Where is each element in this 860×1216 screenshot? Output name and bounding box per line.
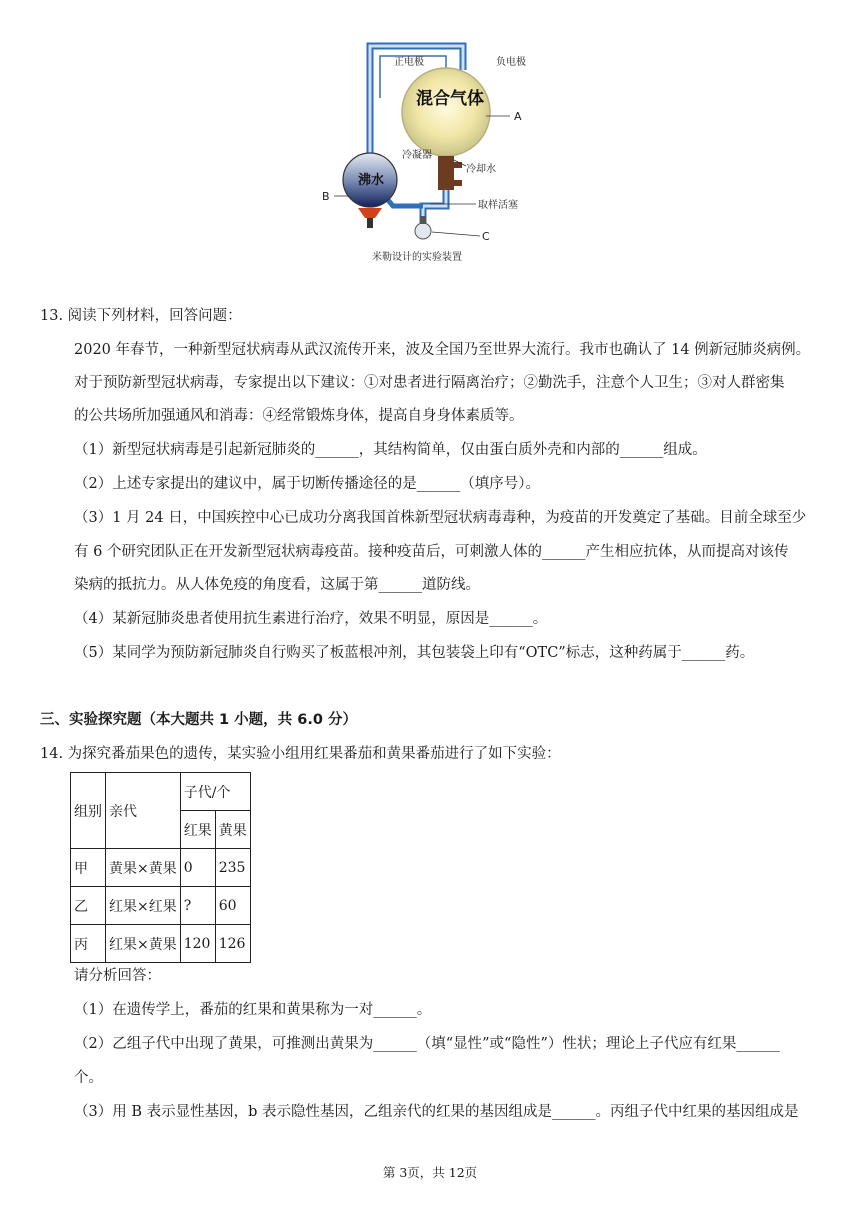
cell-red: ?	[180, 887, 215, 925]
label-a: A	[514, 110, 522, 123]
cell-red: 120	[180, 925, 215, 963]
label-cooling-water: 冷却水	[466, 164, 496, 175]
q13-stem: 13. 阅读下列材料，回答问题：	[40, 308, 242, 324]
table-row	[71, 887, 251, 925]
q14-sub-2-line-2: 个。	[74, 1070, 103, 1086]
q13-sub-5: （5）某同学为预防新冠肺炎自行购买了板蓝根冲剂，其包装袋上印有“OTC”标志，这种药属于______药。	[74, 645, 755, 661]
q13-paragraph-3: 的公共场所加强通风和消毒：④经常锻炼身体，提高自身身体素质等。	[74, 408, 524, 424]
label-negative-electrode: 负电极	[496, 57, 526, 68]
miller-apparatus-figure	[318, 38, 548, 268]
cell-group: 丙	[71, 925, 106, 963]
cell-red: 0	[180, 849, 215, 887]
table-header-parents: 亲代	[106, 773, 181, 849]
q13-sub-4: （4）某新冠肺炎患者使用抗生素进行治疗，效果不明显，原因是______。	[74, 611, 548, 627]
q13-sub-3-line-2: 有 6 个研究团队正在开发新型冠状病毒疫苗。接种疫苗后，可刺激人体的______产生相应抗体，从而提高对该传	[74, 544, 789, 560]
label-condenser: 冷凝器	[402, 150, 432, 161]
q13-sub-3-line-3: 染病的抵抗力。从人体免疫的角度看，这属于第______道防线。	[74, 577, 480, 593]
cell-parents: 红果×黄果	[106, 925, 181, 963]
q13-sub-1: （1）新型冠状病毒是引起新冠肺炎的______，其结构简单，仅由蛋白质外壳和内部的______组成。	[74, 442, 707, 458]
q14-stem: 14. 为探究番茄果色的遗传，某实验小组用红果番茄和黄果番茄进行了如下实验：	[40, 746, 561, 762]
burner	[358, 208, 382, 218]
label-positive-electrode: 正电极	[394, 57, 424, 68]
q14-sub-1: （1）在遗传学上，番茄的红果和黄果称为一对______。	[74, 1002, 432, 1018]
cell-parents: 红果×红果	[106, 887, 181, 925]
cell-yellow: 235	[215, 849, 250, 887]
q13-paragraph-2: 对于预防新型冠状病毒，专家提出以下建议：①对患者进行隔离治疗；②勤洗手，注意个人卫生；③对人群密集	[74, 375, 785, 391]
label-b: B	[322, 190, 330, 203]
section-3-title: 三、实验探究题（本大题共 1 小题，共 6.0 分）	[40, 712, 357, 728]
figure-caption: 米勒设计的实验装置	[372, 252, 462, 263]
table-header-yellow: 黄果	[215, 811, 250, 849]
gas-flask	[402, 68, 490, 156]
label-c: C	[482, 230, 490, 243]
label-boiling-water: 沸水	[358, 173, 385, 188]
page-footer: 第 3页，共 12页	[382, 1165, 478, 1180]
q13-sub-3-line-1: （3）1 月 24 日，中国疾控中心已成功分离我国首株新型冠状病毒毒种，为疫苗的开发奠定了基础。目前全球至少	[74, 510, 807, 526]
miller-apparatus-diagram	[318, 38, 548, 268]
cell-group: 乙	[71, 887, 106, 925]
condenser	[438, 156, 454, 190]
cross-results-table	[70, 772, 251, 963]
label-mixed-gas: 混合气体	[416, 89, 484, 109]
label-sampling-valve: 取样活塞	[478, 200, 518, 211]
cell-parents: 黄果×黄果	[106, 849, 181, 887]
table-header-red: 红果	[180, 811, 215, 849]
q14-analyze-prompt: 请分析回答：	[74, 968, 161, 984]
cell-yellow: 126	[215, 925, 250, 963]
cell-group: 甲	[71, 849, 106, 887]
q13-paragraph-1: 2020 年春节，一种新型冠状病毒从武汉流传开来，波及全国乃至世界大流行。我市也确认了 14 例新冠肺炎病例。	[74, 342, 811, 358]
table-header-group: 组别	[71, 773, 106, 849]
q14-sub-2-line-1: （2）乙组子代中出现了黄果，可推测出黄果为______（填“显性”或“隐性”）性状；理论上子代应有红果______	[74, 1036, 780, 1052]
cell-yellow: 60	[215, 887, 250, 925]
table-row	[71, 849, 251, 887]
q14-sub-3: （3）用 B 表示显性基因，b 表示隐性基因，乙组亲代的红果的基因组成是______。丙组子代中红果的基因组成是	[74, 1104, 799, 1120]
q13-sub-2: （2）上述专家提出的建议中，属于切断传播途径的是______（填序号）。	[74, 476, 540, 492]
table-header-offspring: 子代/个	[180, 773, 250, 811]
table-row	[71, 925, 251, 963]
